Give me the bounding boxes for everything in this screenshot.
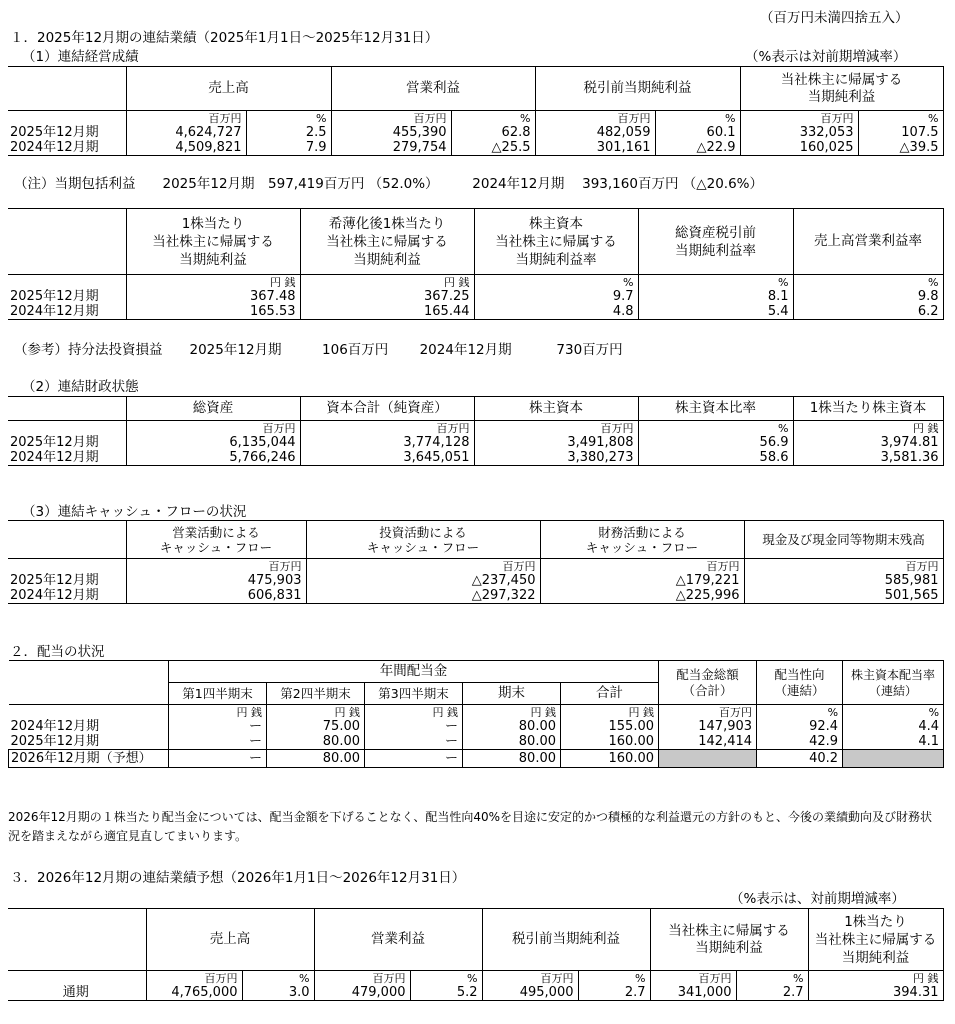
- cell: 9.7: [474, 289, 638, 304]
- cell: ー: [169, 734, 267, 750]
- forecast-table: [8, 908, 944, 1001]
- header-revenue: 売上高: [126, 67, 331, 111]
- header-investing-cf: 投資活動による キャッシュ・フロー: [306, 521, 540, 559]
- unit: 円 銭: [365, 705, 463, 720]
- cell: 585,981: [744, 573, 943, 588]
- corner-cell: [8, 67, 126, 111]
- cell: 56.9: [638, 435, 793, 450]
- cell: 482,059: [535, 125, 655, 140]
- header-annual-dividend: 年間配当金: [169, 661, 659, 683]
- header-financing-cf: 財務活動による キャッシュ・フロー: [540, 521, 744, 559]
- row-label: 通期: [8, 985, 146, 1001]
- cell: 5.2: [410, 985, 482, 1001]
- cell: 2.7: [736, 985, 808, 1001]
- header-dividend-total: 配当金総額 （合計）: [659, 661, 757, 705]
- cell: ー: [169, 750, 267, 768]
- cell: 160.00: [561, 734, 659, 750]
- row-label: 2025年12月期: [8, 289, 126, 304]
- row-label: 2024年12月期: [8, 450, 126, 466]
- unit: %: [242, 971, 314, 986]
- row-label: 2024年12月期: [8, 588, 126, 604]
- cell: 455,390: [331, 125, 451, 140]
- cell: 341,000: [650, 985, 736, 1001]
- cell: ー: [365, 734, 463, 750]
- cell: 42.9: [757, 734, 843, 750]
- unit: 百万円: [650, 971, 736, 986]
- unit: 百万円: [482, 971, 578, 986]
- table-row: [8, 573, 943, 588]
- header-total-equity: 資本合計（純資産）: [300, 397, 474, 421]
- header-total: 合計: [561, 683, 659, 705]
- unit: 円 銭: [793, 421, 943, 436]
- unit: 円 銭: [169, 705, 267, 720]
- cell: △179,221: [540, 573, 744, 588]
- cell: 4.8: [474, 304, 638, 320]
- cell: 3,380,273: [474, 450, 638, 466]
- cell: 279,754: [331, 140, 451, 156]
- per-share-table: [8, 208, 944, 320]
- cell: 332,053: [740, 125, 858, 140]
- cell: 75.00: [267, 719, 365, 734]
- cell: 3,974.81: [793, 435, 943, 450]
- unit-row-label: [8, 111, 126, 126]
- cell: 92.4: [757, 719, 843, 734]
- header-eps: 1株当たり 当社株主に帰属する 当期純利益: [126, 209, 300, 275]
- cell: 3,774,128: [300, 435, 474, 450]
- cell: ー: [365, 719, 463, 734]
- cell: 80.00: [463, 734, 561, 750]
- row-label: 2025年12月期: [8, 435, 126, 450]
- pct-note: （%表示は対前期増減率）: [745, 49, 907, 65]
- cell: 3.0: [242, 985, 314, 1001]
- cell: 3,491,808: [474, 435, 638, 450]
- header-pretax-income: 税引前当期純利益: [482, 909, 650, 971]
- cell: 394.31: [808, 985, 943, 1001]
- header-year-end: 期末: [463, 683, 561, 705]
- unit: 円 銭: [300, 275, 474, 290]
- section1-title: １．2025年12月期の連結業績（2025年1月1日～2025年12月31日）: [10, 30, 439, 46]
- unit: %: [638, 275, 793, 290]
- cell: 6.2: [793, 304, 943, 320]
- table-row: [8, 985, 943, 1001]
- row-label: 2025年12月期: [8, 125, 126, 140]
- cell: 501,565: [744, 588, 943, 604]
- cell: 4.4: [843, 719, 944, 734]
- row-label: 2024年12月期: [8, 140, 126, 156]
- unit: %: [410, 971, 482, 986]
- cell-blank: [659, 750, 757, 768]
- row-label: 2025年12月期: [9, 734, 169, 750]
- table-row: [8, 289, 943, 304]
- row-label: 2024年12月期: [8, 304, 126, 320]
- row-label: 2026年12月期（予想）: [9, 750, 169, 768]
- unit: 百万円: [331, 111, 451, 126]
- cell: 606,831: [126, 588, 306, 604]
- cell: 62.8: [451, 125, 535, 140]
- table-row: [8, 140, 943, 156]
- unit-row-label: [9, 705, 169, 720]
- header-operating-income: 営業利益: [331, 67, 535, 111]
- financial-position-table: [8, 396, 944, 466]
- cell: 80.00: [463, 719, 561, 734]
- unit: 百万円: [300, 421, 474, 436]
- cell: 4,765,000: [146, 985, 242, 1001]
- cell: 165.44: [300, 304, 474, 320]
- header-eps: 1株当たり 当社株主に帰属する 当期純利益: [808, 909, 943, 971]
- unit: 百万円: [659, 705, 757, 720]
- cell: △225,996: [540, 588, 744, 604]
- header-net-income: 当社株主に帰属する 当期純利益: [650, 909, 808, 971]
- sub2-title: （2）連結財政状態: [22, 379, 139, 395]
- header-revenue: 売上高: [146, 909, 314, 971]
- unit: 百万円: [146, 971, 242, 986]
- unit: %: [757, 705, 843, 720]
- corner-cell: [8, 521, 126, 559]
- header-cash-balance: 現金及び現金同等物期末残高: [744, 521, 943, 559]
- unit: %: [246, 111, 331, 126]
- cell: ー: [169, 719, 267, 734]
- cell: 9.8: [793, 289, 943, 304]
- header-roa: 総資産税引前 当期純利益率: [638, 209, 793, 275]
- cell: 475,903: [126, 573, 306, 588]
- header-operating-income: 営業利益: [314, 909, 482, 971]
- unit: 百万円: [126, 559, 306, 574]
- cell: 6,135,044: [126, 435, 300, 450]
- cell: △237,450: [306, 573, 540, 588]
- unit: %: [843, 705, 944, 720]
- cell: 5.4: [638, 304, 793, 320]
- unit: %: [578, 971, 650, 986]
- unit-row-label: [8, 275, 126, 290]
- header-total-assets: 総資産: [126, 397, 300, 421]
- cell: △25.5: [451, 140, 535, 156]
- unit: 百万円: [474, 421, 638, 436]
- unit-row-label: [8, 971, 146, 986]
- table-row: [8, 125, 943, 140]
- cell: 58.6: [638, 450, 793, 466]
- unit: %: [655, 111, 740, 126]
- header-diluted-eps: 希薄化後1株当たり 当社株主に帰属する 当期純利益: [300, 209, 474, 275]
- cell: 4,624,727: [126, 125, 246, 140]
- unit: 百万円: [126, 111, 246, 126]
- cell: 160,025: [740, 140, 858, 156]
- row-label: 2024年12月期: [9, 719, 169, 734]
- unit: %: [858, 111, 943, 126]
- forecast-pct-note: （%表示は、対前期増減率）: [730, 891, 905, 907]
- table-row: [8, 450, 943, 466]
- unit-row-label: [8, 421, 126, 436]
- table-row: [8, 588, 943, 604]
- header-shareholders-equity: 株主資本: [474, 397, 638, 421]
- cell: 479,000: [314, 985, 410, 1001]
- unit: 円 銭: [561, 705, 659, 720]
- cell: 160.00: [561, 750, 659, 768]
- header-pretax-income: 税引前当期純利益: [535, 67, 740, 111]
- unit: 円 銭: [463, 705, 561, 720]
- unit: 百万円: [540, 559, 744, 574]
- row-label: 2025年12月期: [8, 573, 126, 588]
- cell: 4,509,821: [126, 140, 246, 156]
- header-equity-ratio: 株主資本比率: [638, 397, 793, 421]
- sub1-title: （1）連結経営成績: [22, 49, 139, 65]
- header-q3: 第3四半期末: [365, 683, 463, 705]
- cell: 80.00: [267, 750, 365, 768]
- header-bps: 1株当たり株主資本: [793, 397, 943, 421]
- unit: 円 銭: [808, 971, 943, 986]
- corner-cell: [8, 909, 146, 971]
- operating-results-table: [8, 66, 944, 156]
- unit: 百万円: [126, 421, 300, 436]
- cell: 367.48: [126, 289, 300, 304]
- unit: 円 銭: [267, 705, 365, 720]
- table-row: [8, 304, 943, 320]
- corner-cell: [8, 209, 126, 275]
- cell: 165.53: [126, 304, 300, 320]
- header-net-income: 当社株主に帰属する 当期純利益: [740, 67, 943, 111]
- unit: %: [451, 111, 535, 126]
- cell: △22.9: [655, 140, 740, 156]
- cell: 142,414: [659, 734, 757, 750]
- corner-cell: [8, 397, 126, 421]
- cell: 2.7: [578, 985, 650, 1001]
- cell: 155.00: [561, 719, 659, 734]
- dividend-policy-paragraph: 2026年12月期の１株当たり配当金については、配当金額を下げることなく、配当性向40%を目途に安定的かつ積極的な利益還元の方針のもと、今後の業績動向及び財務状況を踏まえながら適宜見直してまいります。: [8, 810, 933, 843]
- unit: %: [793, 275, 943, 290]
- unit: 百万円: [740, 111, 858, 126]
- cell: 495,000: [482, 985, 578, 1001]
- header-payout-ratio: 配当性向 （連結）: [757, 661, 843, 705]
- cell: △39.5: [858, 140, 943, 156]
- cash-flow-table: [8, 520, 944, 604]
- cell: 107.5: [858, 125, 943, 140]
- unit: %: [474, 275, 638, 290]
- cell: 367.25: [300, 289, 474, 304]
- cell: 5,766,246: [126, 450, 300, 466]
- header-operating-margin: 売上高営業利益率: [793, 209, 943, 275]
- table-row: [8, 435, 943, 450]
- unit: 百万円: [535, 111, 655, 126]
- cell: 301,161: [535, 140, 655, 156]
- unit: %: [638, 421, 793, 436]
- unit: %: [736, 971, 808, 986]
- dividend-table: [8, 660, 944, 768]
- cell: 7.9: [246, 140, 331, 156]
- unit-note: （百万円未満四捨五入）: [760, 10, 909, 26]
- equity-method-note: （参考）持分法投資損益 2025年12月期 106百万円 2024年12月期 730百万円: [14, 342, 623, 358]
- unit: 円 銭: [126, 275, 300, 290]
- cell: △297,322: [306, 588, 540, 604]
- comprehensive-income-note: （注）当期包括利益 2025年12月期 597,419百万円 （52.0%） 2024年12月期 393,160百万円 （△20.6%）: [14, 176, 763, 192]
- table-row: [9, 750, 944, 768]
- cell: 60.1: [655, 125, 740, 140]
- section2-title: ２．配当の状況: [10, 644, 105, 660]
- unit: 百万円: [314, 971, 410, 986]
- cell: 80.00: [267, 734, 365, 750]
- cell: ー: [365, 750, 463, 768]
- header-roe: 株主資本 当社株主に帰属する 当期純利益率: [474, 209, 638, 275]
- unit: 百万円: [744, 559, 943, 574]
- unit: 百万円: [306, 559, 540, 574]
- header-q2: 第2四半期末: [267, 683, 365, 705]
- sub3-title: （3）連結キャッシュ・フローの状況: [22, 504, 247, 520]
- header-operating-cf: 営業活動による キャッシュ・フロー: [126, 521, 306, 559]
- header-q1: 第1四半期末: [169, 683, 267, 705]
- header-doe: 株主資本配当率 （連結）: [843, 661, 944, 705]
- cell: 40.2: [757, 750, 843, 768]
- cell: 4.1: [843, 734, 944, 750]
- cell-blank: [843, 750, 944, 768]
- cell: 3,581.36: [793, 450, 943, 466]
- cell: 80.00: [463, 750, 561, 768]
- corner-cell: [9, 661, 169, 705]
- cell: 3,645,051: [300, 450, 474, 466]
- table-row: [9, 734, 944, 750]
- cell: 8.1: [638, 289, 793, 304]
- section3-title: ３．2026年12月期の連結業績予想（2026年1月1日～2026年12月31日）: [10, 870, 466, 886]
- table-row: [9, 719, 944, 734]
- unit-row-label: [8, 559, 126, 574]
- cell: 147,903: [659, 719, 757, 734]
- cell: 2.5: [246, 125, 331, 140]
